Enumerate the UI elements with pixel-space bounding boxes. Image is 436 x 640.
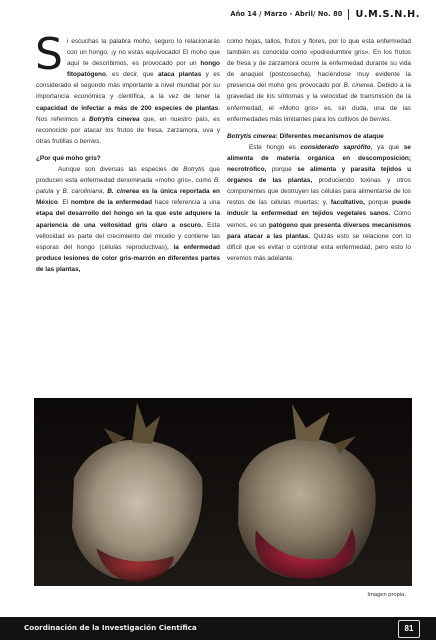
bold-run: puede inducir la enfermedad en tejidos vegetales sanos. [227, 199, 412, 218]
species-name: B. cinerea [107, 188, 140, 196]
text-run: Como vemos, es un [227, 210, 411, 229]
italic-run: B. patula [36, 177, 220, 196]
heading-species: Botrytis cinerea [227, 132, 276, 140]
text-run: porque [364, 199, 393, 207]
text-run: . Debido a la gravedad de los síntomas y la velocidad de transmisión de la enfermedad, el «Moho gris» es, sin duda, una de las enfermedades más limitantes para los cultivos de [227, 82, 411, 123]
bold-run: es la única reportada en México [36, 188, 220, 207]
italic-run: berries [369, 115, 390, 123]
text-run: que, en nuestro país, es reconocido por atacar los frutos de fresa, zarzamora, uva y otras frutillas o [36, 115, 220, 145]
header-divider [348, 9, 349, 20]
paragraph-grey-mold [36, 164, 220, 275]
section-heading: ¿Por qué moho gris? [36, 154, 101, 162]
text-run: que producen esta enfermedad denominada «moho gris», como [36, 166, 221, 185]
bold-run: facultativo, [330, 199, 365, 207]
paragraph-grey-rot [227, 36, 411, 125]
bold-run: nombre de la enfermedad [70, 199, 153, 207]
page-header [230, 6, 420, 22]
bold-run: capacidad de infectar a más de 200 especies de plantas [36, 104, 219, 112]
heading-rest: : Diferentes mecanismos de ataque [275, 132, 384, 140]
italic-run: Botrytis [183, 166, 205, 174]
text-run: produciendo toxinas y otros componentes que destruyen las células para alimentarse de los restos de las células muertas; y, [227, 177, 411, 207]
bold-run: se alimenta y parasita tejidos u órganos de las plantas, [227, 166, 412, 185]
text-run: . [389, 115, 392, 123]
text-run: , [102, 188, 108, 196]
text-run: y [53, 188, 63, 196]
text-run: i escuchas la palabra moho, seguro lo relacionarás con un hongo, ¡y no estás equivocado! El moho que aquí te describimos, es provocado por un [66, 38, 220, 68]
bold-run: etapa del desarrollo del hongo en la que este adquiere la apariencia de una vellosidad gris claro a oscuro. [36, 210, 220, 229]
text-run: y es considerado el segundo más importante a nivel mundial por su importancia económica y científica, a la vez de tener la [36, 71, 220, 101]
footer-title: Coordinación de la Investigación Científica [24, 623, 197, 632]
bold-run: se alimenta de materia orgánica en descomposición; necrotrófico, [227, 143, 411, 174]
species-name: Botrytis cinerea [88, 115, 140, 123]
text-run: porque [266, 166, 298, 174]
bold-italic-run: considerado saprófito [300, 143, 371, 151]
italic-run: B. caroliniana [62, 188, 103, 196]
photo-illustration [34, 398, 412, 586]
text-run: hace referencia a una [152, 199, 220, 207]
bold-run: patógeno que presenta diversos mecanismos para atacar a las plantas. [227, 221, 411, 240]
text-run: Este hongo es [249, 143, 301, 151]
paragraph-intro [35, 29, 220, 147]
text-run: . El [57, 199, 71, 207]
text-run: Quizás esto se relacione con lo difícil que es evitar o controlar esta enfermedad, pero esto lo veremos más adelante. [227, 232, 411, 262]
image-caption: Imagen propia. [367, 592, 406, 598]
drop-cap: S [35, 29, 63, 80]
strawberry-mold-photo [34, 398, 412, 586]
text-run: como hojas, tallos, frutos y flores, por lo que esta enfermedad también es conocida como «podredumbre gris». En los frutos de fresa y de zarzamora ocurre la enfermedad durante su vida de anaquel (postcosecha), haciéndose muy evidente la presencia del moho gris provocado por [227, 38, 411, 90]
text-run: Aunque son diversas las especies de [58, 166, 184, 174]
page-footer [0, 617, 436, 640]
text-run: Esta vellosidad es parte del crecimiento del micelio y contiene las esporas del hongo (células reproductivas), [36, 221, 220, 251]
text-run: . Nos referimos a [36, 104, 220, 123]
text-column-right [227, 36, 411, 264]
text-run: . [99, 137, 102, 145]
section-heading-mechanisms [227, 131, 411, 142]
text-run: , ya que [370, 143, 404, 151]
bold-run: ataca plantas [157, 71, 202, 79]
right-strawberry [238, 404, 376, 579]
italic-run: berries [79, 137, 100, 145]
issue-info: Año 14 / Marzo - Abril/ No. 80 [230, 10, 343, 18]
university-name: U.M.S.N.H. [355, 8, 420, 20]
page-number: 81 [398, 620, 420, 638]
bold-run: la enfermedad produce lesiones de color gris-marrón en diferentes partes de las plantas, [36, 243, 220, 273]
paragraph-mechanisms [227, 142, 411, 264]
text-run: , es decir, que [105, 71, 158, 79]
left-strawberry [72, 402, 202, 582]
text-column-left [35, 29, 221, 275]
bold-run: hongo fitopatógeno [66, 60, 220, 79]
italic-run: B. cinerea [343, 82, 374, 90]
